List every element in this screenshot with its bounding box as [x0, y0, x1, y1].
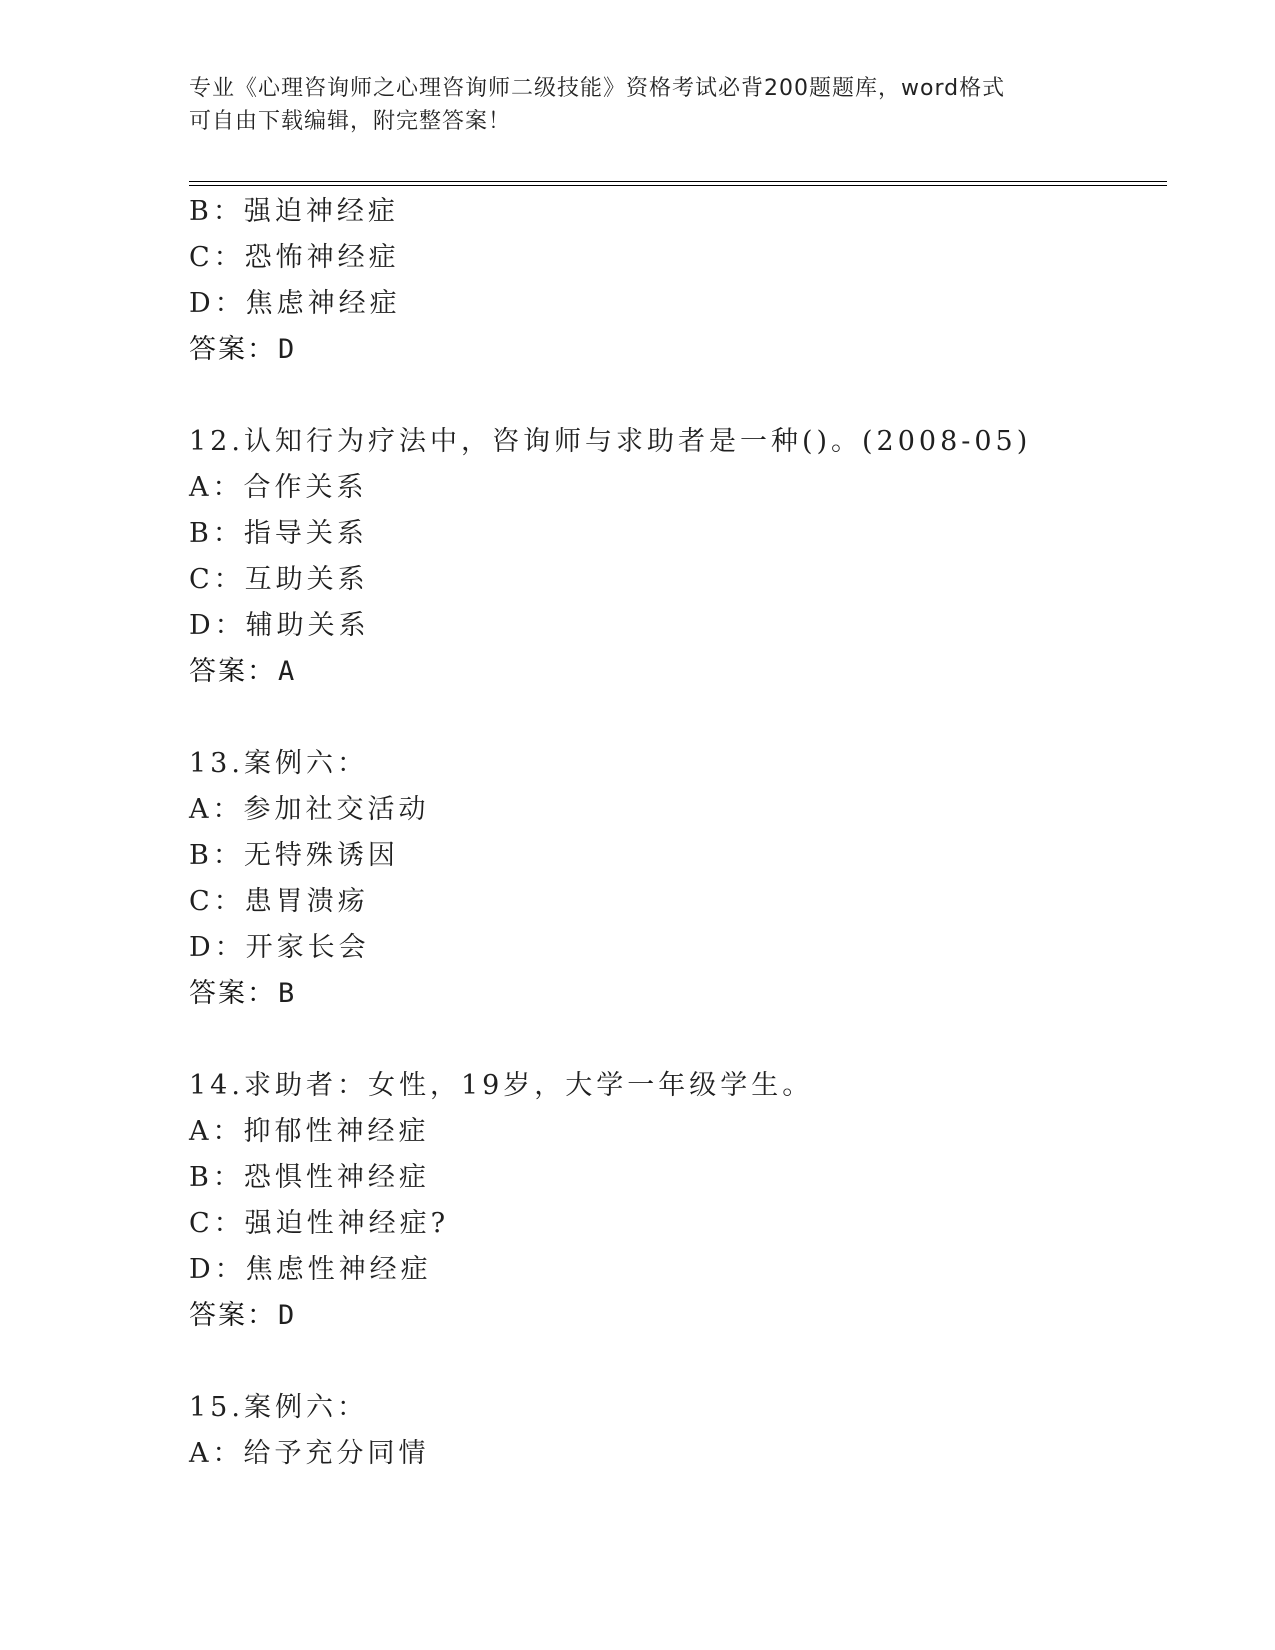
header-divider-bottom — [189, 185, 1167, 186]
question-block — [189, 1385, 1167, 1477]
header-divider-top — [189, 181, 1167, 182]
option-b: B：指导关系 — [189, 518, 368, 549]
answer-value: D — [278, 334, 297, 365]
header-line-1: 专业《心理咨询师之心理咨询师二级技能》资格考试必背200题题库，word格式 — [189, 76, 1006, 101]
spacer — [189, 373, 1167, 419]
answer-label: 答案： — [189, 978, 276, 1009]
option-c: C：患胃溃疡 — [189, 886, 369, 917]
answer-line — [189, 649, 1167, 695]
option-b: B：恐惧性神经症 — [189, 1162, 430, 1193]
option-a: A：抑郁性神经症 — [189, 1116, 430, 1147]
option-b: B：无特殊诱因 — [189, 840, 399, 871]
answer-label: 答案： — [189, 656, 276, 687]
spacer — [189, 1339, 1167, 1385]
option-b: B：强迫神经症 — [189, 196, 399, 227]
answer-line — [189, 971, 1167, 1017]
document-header — [189, 72, 1089, 138]
question-stem: 13.案例六： — [189, 748, 368, 779]
option-c: C：强迫性神经症? — [189, 1208, 450, 1239]
option-d: D：焦虑神经症 — [189, 288, 401, 319]
header-line-2: 可自由下载编辑，附完整答案！ — [189, 109, 512, 134]
question-block-continued — [189, 189, 1167, 373]
option-d: D：开家长会 — [189, 932, 370, 963]
answer-label: 答案： — [189, 334, 276, 365]
option-c: C：恐怖神经症 — [189, 242, 400, 273]
answer-value: D — [278, 1300, 297, 1331]
answer-value: B — [278, 978, 297, 1009]
question-stem: 14.求助者：女性，19岁，大学一年级学生。 — [189, 1070, 814, 1101]
option-c: C：互助关系 — [189, 564, 369, 595]
question-stem: 12.认知行为疗法中，咨询师与求助者是一种()。(2008-05) — [189, 426, 1032, 457]
answer-label: 答案： — [189, 1300, 276, 1331]
question-block — [189, 1063, 1167, 1339]
spacer — [189, 1017, 1167, 1063]
answer-value: A — [278, 656, 297, 687]
option-a: A：参加社交活动 — [189, 794, 430, 825]
spacer — [189, 695, 1167, 741]
question-list — [189, 189, 1167, 1477]
option-a: A：合作关系 — [189, 472, 368, 503]
answer-line — [189, 1293, 1167, 1339]
option-d: D：焦虑性神经症 — [189, 1254, 432, 1285]
question-block — [189, 419, 1167, 695]
option-d: D：辅助关系 — [189, 610, 370, 641]
answer-line — [189, 327, 1167, 373]
option-a: A：给予充分同情 — [189, 1438, 430, 1469]
question-block — [189, 741, 1167, 1017]
question-stem: 15.案例六： — [189, 1392, 368, 1423]
